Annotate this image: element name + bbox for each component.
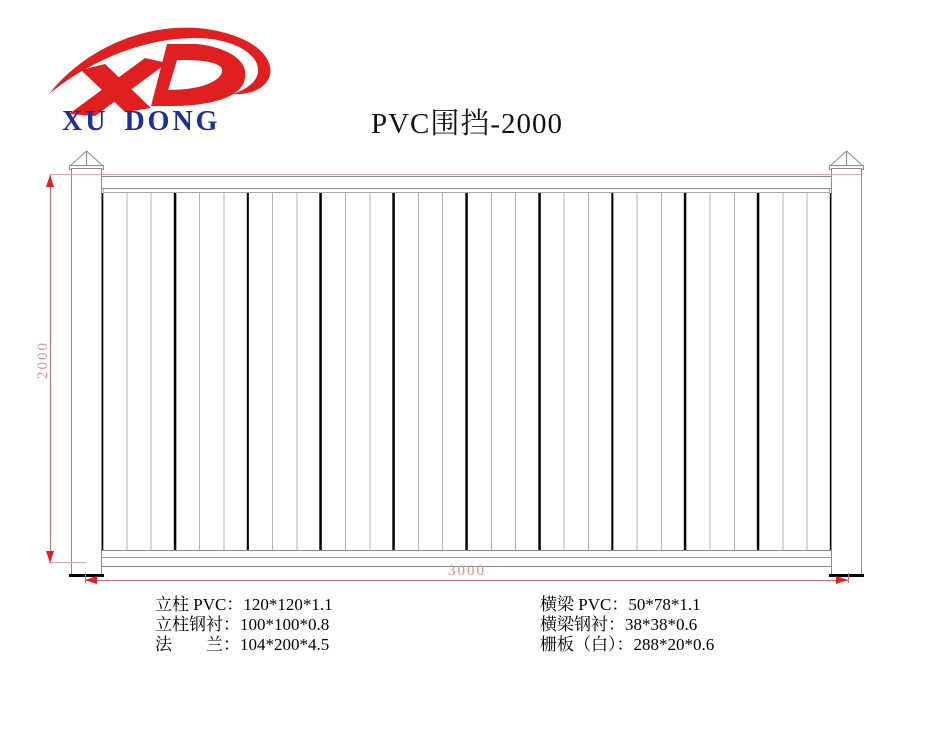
spec-separator: ：	[616, 635, 634, 654]
spec-value: 288*20*0.6	[633, 635, 715, 654]
spec-label: 栅板（白）	[540, 635, 617, 654]
arrow-left-icon	[85, 576, 97, 584]
spec-row	[155, 595, 333, 615]
height-dimension-label: 2000	[35, 341, 51, 379]
spec-value: 100*100*0.8	[240, 615, 330, 634]
width-dimension-label: 3000	[448, 563, 486, 579]
spec-column-right	[540, 595, 714, 655]
arrow-right-icon	[836, 576, 848, 584]
spec-separator: ：	[223, 615, 240, 634]
spec-separator: ：	[608, 615, 625, 634]
spec-row	[155, 635, 333, 655]
arrow-down-icon	[46, 551, 54, 563]
xd-logo-icon	[45, 22, 273, 116]
spec-value: 50*78*1.1	[628, 595, 701, 614]
logo-d-glyph	[151, 44, 245, 106]
arrow-up-icon	[46, 175, 54, 187]
spec-row	[155, 615, 333, 635]
spec-separator: ：	[611, 595, 629, 614]
spec-row	[540, 635, 714, 655]
spec-label: 横梁钢衬	[540, 615, 608, 634]
spec-row	[540, 615, 714, 635]
spec-separator: ：	[226, 595, 244, 614]
spec-label: 法 兰	[155, 635, 223, 654]
page-title: PVC围挡-2000	[370, 108, 564, 140]
spec-label: 横梁 PVC	[540, 595, 612, 614]
slat-panel	[102, 193, 831, 550]
spec-label: 立柱 PVC	[155, 595, 227, 614]
bottom-extension-line	[50, 562, 86, 563]
right-post	[831, 168, 862, 575]
spec-value: 120*120*1.1	[243, 595, 333, 614]
dimension-riser	[848, 573, 849, 583]
spec-separator: ：	[223, 635, 240, 654]
top-rail	[101, 176, 832, 189]
bottom-rail-line	[102, 557, 831, 558]
spec-label: 立柱钢衬	[155, 615, 223, 634]
width-dimension-line	[85, 580, 848, 581]
spec-value: 38*38*0.6	[625, 615, 698, 634]
top-extension-line	[50, 174, 863, 175]
spec-column-left	[155, 595, 333, 655]
left-post	[71, 168, 102, 575]
spec-value: 104*200*4.5	[240, 635, 330, 654]
spec-row	[540, 595, 714, 615]
company-name: XU DONG	[62, 106, 221, 137]
